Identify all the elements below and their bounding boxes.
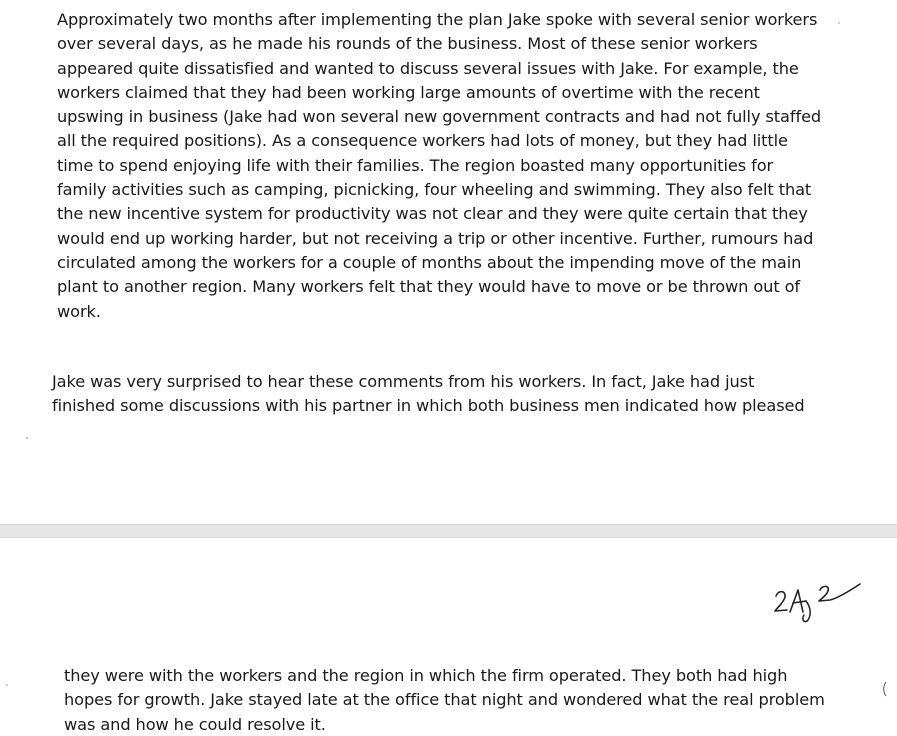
text-line: work. [57,301,101,321]
text-line: would end up working harder, but not receiving a trip or other incentive. Further, rumours had [57,228,814,248]
text-line: Jake was very surprised to hear these comments from his workers. In fact, Jake had just [52,372,755,391]
text-line: time to spend enjoying life with their families. The region boasted many opportunities for [57,155,774,175]
page-separator [0,524,897,538]
scan-speck [26,437,28,439]
paragraph-1 [57,8,821,324]
text-line: over several days, as he made his rounds of the business. Most of these senior workers [57,34,758,54]
text-line: circulated among the workers for a couple of months about the impending move of the main [57,252,802,272]
text-line: family activities such as camping, picnicking, four wheeling and swimming. They also felt that [57,180,812,200]
text-line: all the required positions). As a consequence workers had lots of money, but they had little [57,131,788,151]
paragraph-2 [52,370,805,419]
text-line: appeared quite dissatisfied and wanted to discuss several issues with Jake. For example, the [57,58,799,78]
paragraph-3 [64,664,825,736]
text-line: finished some discussions with his partner in which both business men indicated how pleased [52,396,805,416]
text-line: Approximately two months after implementing the plan Jake spoke with several senior workers [57,10,818,29]
scan-speck [6,684,8,686]
text-line: the new incentive system for productivity was not clear and they were quite certain that they [57,204,808,224]
text-line: plant to another region. Many workers felt that they would have to move or be thrown out of [57,277,801,297]
text-line: upswing in business (Jake had won several new government contracts and had not fully staffed [57,107,822,127]
text-line: they were with the workers and the region in which the firm operated. They both had high [64,666,788,685]
text-line: was and how he could resolve it. [64,714,326,734]
page-2 [0,538,897,736]
scan-speck [838,22,840,24]
text-line: workers claimed that they had been working large amounts of overtime with the recent [57,82,760,102]
scan-edge-mark [882,681,888,697]
handwritten-page-number-mark [768,582,868,632]
text-line: hopes for growth. Jake stayed late at the office that night and wondered what the real problem [64,690,825,710]
